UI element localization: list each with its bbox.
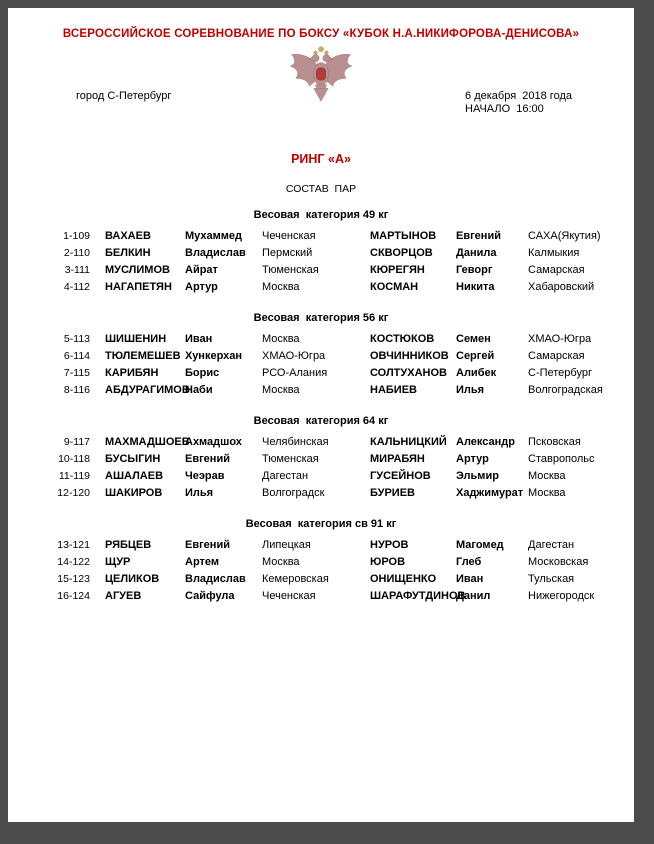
blue-corner-surname: ГУСЕЙНОВ xyxy=(370,470,431,482)
blue-corner-surname: ЮРОВ xyxy=(370,556,406,568)
pair-row xyxy=(8,384,634,401)
red-corner-surname: АБДУРАГИМОВ xyxy=(105,384,190,396)
document-header xyxy=(8,42,634,128)
weight-category-section xyxy=(8,518,634,607)
pair-number: 10-118 xyxy=(58,453,90,465)
red-corner-firstname: Хункерхан xyxy=(185,350,243,362)
red-corner-surname: ЩУР xyxy=(105,556,131,568)
weight-category-section xyxy=(8,209,634,298)
red-corner-surname: МАХМАДШОЕВ xyxy=(105,436,190,448)
red-corner-surname: ШИШЕНИН xyxy=(105,333,167,345)
blue-corner-region: Тульская xyxy=(528,573,575,585)
blue-corner-surname: НАБИЕВ xyxy=(370,384,417,396)
blue-corner-firstname: Семен xyxy=(456,333,491,345)
pair-row xyxy=(8,247,634,264)
blue-corner-region: Москва xyxy=(528,487,566,499)
blue-corner-region: Нижегородск xyxy=(528,590,595,602)
pair-number: 14-122 xyxy=(57,556,90,568)
blue-corner-firstname: Данила xyxy=(456,247,497,259)
blue-corner-region: Самарская xyxy=(528,350,585,362)
red-corner-surname: ШАКИРОВ xyxy=(105,487,163,499)
pair-rows xyxy=(8,539,634,607)
pair-number: 15-123 xyxy=(57,573,90,585)
red-corner-firstname: Евгений xyxy=(185,453,230,465)
blue-corner-firstname: Глеб xyxy=(456,556,482,568)
red-corner-firstname: Владислав xyxy=(185,247,246,259)
date-time-block xyxy=(465,90,572,116)
pair-number: 7-115 xyxy=(63,367,90,379)
red-corner-surname: ВАХАЕВ xyxy=(105,230,151,242)
blue-corner-surname: ОНИЩЕНКО xyxy=(370,573,437,585)
red-corner-region: Дагестан xyxy=(262,470,309,482)
competition-title: ВСЕРОССИЙСКОЕ СОРЕВНОВАНИЕ ПО БОКСУ «КУБОК Н.А.НИКИФОРОВА-ДЕНИСОВА» xyxy=(62,28,580,40)
red-corner-surname: МУСЛИМОВ xyxy=(105,264,170,276)
blue-corner-firstname: Данил xyxy=(456,590,491,602)
red-corner-region: Кемеровская xyxy=(262,573,329,585)
blue-corner-firstname: Иван xyxy=(456,573,484,585)
blue-corner-surname: ШАРАФУТДИНОВ xyxy=(370,590,466,602)
blue-corner-surname: КОСМАН xyxy=(370,281,419,293)
pair-number: 3-111 xyxy=(64,264,90,276)
document-page xyxy=(8,8,634,822)
red-corner-region: Москва xyxy=(262,556,300,568)
blue-corner-region: Волгоградская xyxy=(528,384,603,396)
blue-corner-region: Калмыкия xyxy=(528,247,580,259)
weight-category-section xyxy=(8,312,634,401)
weight-category-heading: Весовая категория св 91 кг xyxy=(245,518,397,530)
red-corner-firstname: Илья xyxy=(185,487,214,499)
pair-number: 4-112 xyxy=(63,281,90,293)
pair-row xyxy=(8,556,634,573)
blue-corner-surname: КЮРЕГЯН xyxy=(370,264,425,276)
pair-number: 11-119 xyxy=(58,470,90,482)
red-corner-region: ХМАО-Югра xyxy=(262,350,326,362)
red-corner-region: Чеченская xyxy=(262,590,316,602)
red-corner-region: Тюменская xyxy=(262,264,319,276)
red-corner-firstname: Ахмадшох xyxy=(185,436,242,448)
red-corner-surname: БУСЫГИН xyxy=(105,453,161,465)
red-corner-surname: ЦЕЛИКОВ xyxy=(105,573,160,585)
red-corner-region: Волгоградск xyxy=(262,487,325,499)
ring-title: РИНГ «А» xyxy=(291,152,351,166)
weight-category-heading: Весовая категория 64 кг xyxy=(253,415,389,427)
pair-number: 13-121 xyxy=(57,539,90,551)
blue-corner-surname: КАЛЬНИЦКИЙ xyxy=(370,436,447,448)
blue-corner-region: Самарская xyxy=(528,264,585,276)
blue-corner-firstname: Никита xyxy=(456,281,495,293)
pairs-list-heading: СОСТАВ ПАР xyxy=(285,183,357,195)
red-corner-surname: БЕЛКИН xyxy=(105,247,151,259)
red-corner-region: Челябинская xyxy=(262,436,329,448)
red-corner-firstname: Сайфула xyxy=(185,590,235,602)
pair-rows xyxy=(8,333,634,401)
red-corner-region: Москва xyxy=(262,333,300,345)
blue-corner-region: Ставропольс xyxy=(528,453,595,465)
blue-corner-region: Хабаровский xyxy=(528,281,595,293)
pair-row xyxy=(8,333,634,350)
weight-sections xyxy=(8,209,634,607)
red-corner-firstname: Артур xyxy=(185,281,218,293)
blue-corner-region: ХМАО-Югра xyxy=(528,333,592,345)
red-corner-region: Липецкая xyxy=(262,539,311,551)
blue-corner-region: Московская xyxy=(528,556,589,568)
red-corner-region: Чеченская xyxy=(262,230,316,242)
pair-row xyxy=(8,281,634,298)
pair-number: 5-113 xyxy=(63,333,90,345)
coat-of-arms-icon xyxy=(285,42,357,111)
red-corner-region: Москва xyxy=(262,281,300,293)
pair-row xyxy=(8,367,634,384)
blue-corner-firstname: Хаджимурат xyxy=(456,487,524,499)
blue-corner-surname: СОЛТУХАНОВ xyxy=(370,367,447,379)
blue-corner-firstname: Артур xyxy=(456,453,489,465)
red-corner-firstname: Иван xyxy=(185,333,213,345)
blue-corner-surname: НУРОВ xyxy=(370,539,409,551)
pair-number: 6-114 xyxy=(63,350,90,362)
pair-row xyxy=(8,264,634,281)
blue-corner-surname: БУРИЕВ xyxy=(370,487,415,499)
red-corner-firstname: Артем xyxy=(185,556,220,568)
pair-number: 9-117 xyxy=(63,436,90,448)
pair-row xyxy=(8,487,634,504)
red-corner-region: Пермский xyxy=(262,247,313,259)
pair-row xyxy=(8,590,634,607)
red-corner-surname: АШАЛАЕВ xyxy=(105,470,164,482)
blue-corner-region: Дагестан xyxy=(528,539,575,551)
pair-row xyxy=(8,453,634,470)
red-corner-surname: ТЮЛЕМЕШЕВ xyxy=(105,350,181,362)
pair-number: 8-116 xyxy=(63,384,90,396)
pair-row xyxy=(8,350,634,367)
blue-corner-firstname: Илья xyxy=(456,384,485,396)
pair-rows xyxy=(8,230,634,298)
pair-number: 1-109 xyxy=(63,230,90,242)
blue-corner-surname: МИРАБЯН xyxy=(370,453,425,465)
red-corner-region: Тюменская xyxy=(262,453,319,465)
start-time-label: НАЧАЛО 16:00 xyxy=(465,103,544,115)
weight-category-section xyxy=(8,415,634,504)
date-label: 6 декабря 2018 года xyxy=(465,90,572,102)
red-corner-firstname: Евгений xyxy=(185,539,230,551)
pair-row xyxy=(8,230,634,247)
pair-rows xyxy=(8,436,634,504)
blue-corner-firstname: Алибек xyxy=(456,367,497,379)
red-corner-surname: АГУЕВ xyxy=(105,590,142,602)
blue-corner-firstname: Евгений xyxy=(456,230,501,242)
red-corner-firstname: Владислав xyxy=(185,573,246,585)
red-corner-region: Москва xyxy=(262,384,300,396)
pair-number: 12-120 xyxy=(57,487,90,499)
blue-corner-firstname: Геворг xyxy=(456,264,493,276)
blue-corner-firstname: Сергей xyxy=(456,350,495,362)
blue-corner-region: САХА(Якутия) xyxy=(528,230,601,242)
blue-corner-firstname: Магомед xyxy=(456,539,504,551)
red-corner-firstname: Айрат xyxy=(185,264,218,276)
pair-number: 2-110 xyxy=(63,247,90,259)
blue-corner-region: С-Петербург xyxy=(528,367,592,379)
blue-corner-surname: МАРТЫНОВ xyxy=(370,230,437,242)
blue-corner-surname: СКВОРЦОВ xyxy=(370,247,433,259)
pair-row xyxy=(8,573,634,590)
blue-corner-surname: КОСТЮКОВ xyxy=(370,333,435,345)
red-corner-surname: НАГАПЕТЯН xyxy=(105,281,172,293)
blue-corner-region: Псковская xyxy=(528,436,581,448)
pair-number: 16-124 xyxy=(57,590,90,602)
pair-row xyxy=(8,436,634,453)
red-corner-firstname: Наби xyxy=(185,384,213,396)
red-corner-firstname: Чеэрав xyxy=(185,470,225,482)
weight-category-heading: Весовая категория 56 кг xyxy=(253,312,389,324)
red-corner-surname: РЯБЦЕВ xyxy=(105,539,152,551)
red-corner-firstname: Борис xyxy=(185,367,220,379)
blue-corner-firstname: Эльмир xyxy=(456,470,499,482)
red-corner-surname: КАРИБЯН xyxy=(105,367,159,379)
pair-row xyxy=(8,539,634,556)
weight-category-heading: Весовая категория 49 кг xyxy=(253,209,389,221)
red-corner-region: РСО-Алания xyxy=(262,367,328,379)
red-corner-firstname: Мухаммед xyxy=(185,230,243,242)
blue-corner-surname: ОВЧИННИКОВ xyxy=(370,350,449,362)
blue-corner-region: Москва xyxy=(528,470,566,482)
blue-corner-firstname: Александр xyxy=(456,436,515,448)
pair-row xyxy=(8,470,634,487)
city-label: город С-Петербург xyxy=(76,90,172,102)
